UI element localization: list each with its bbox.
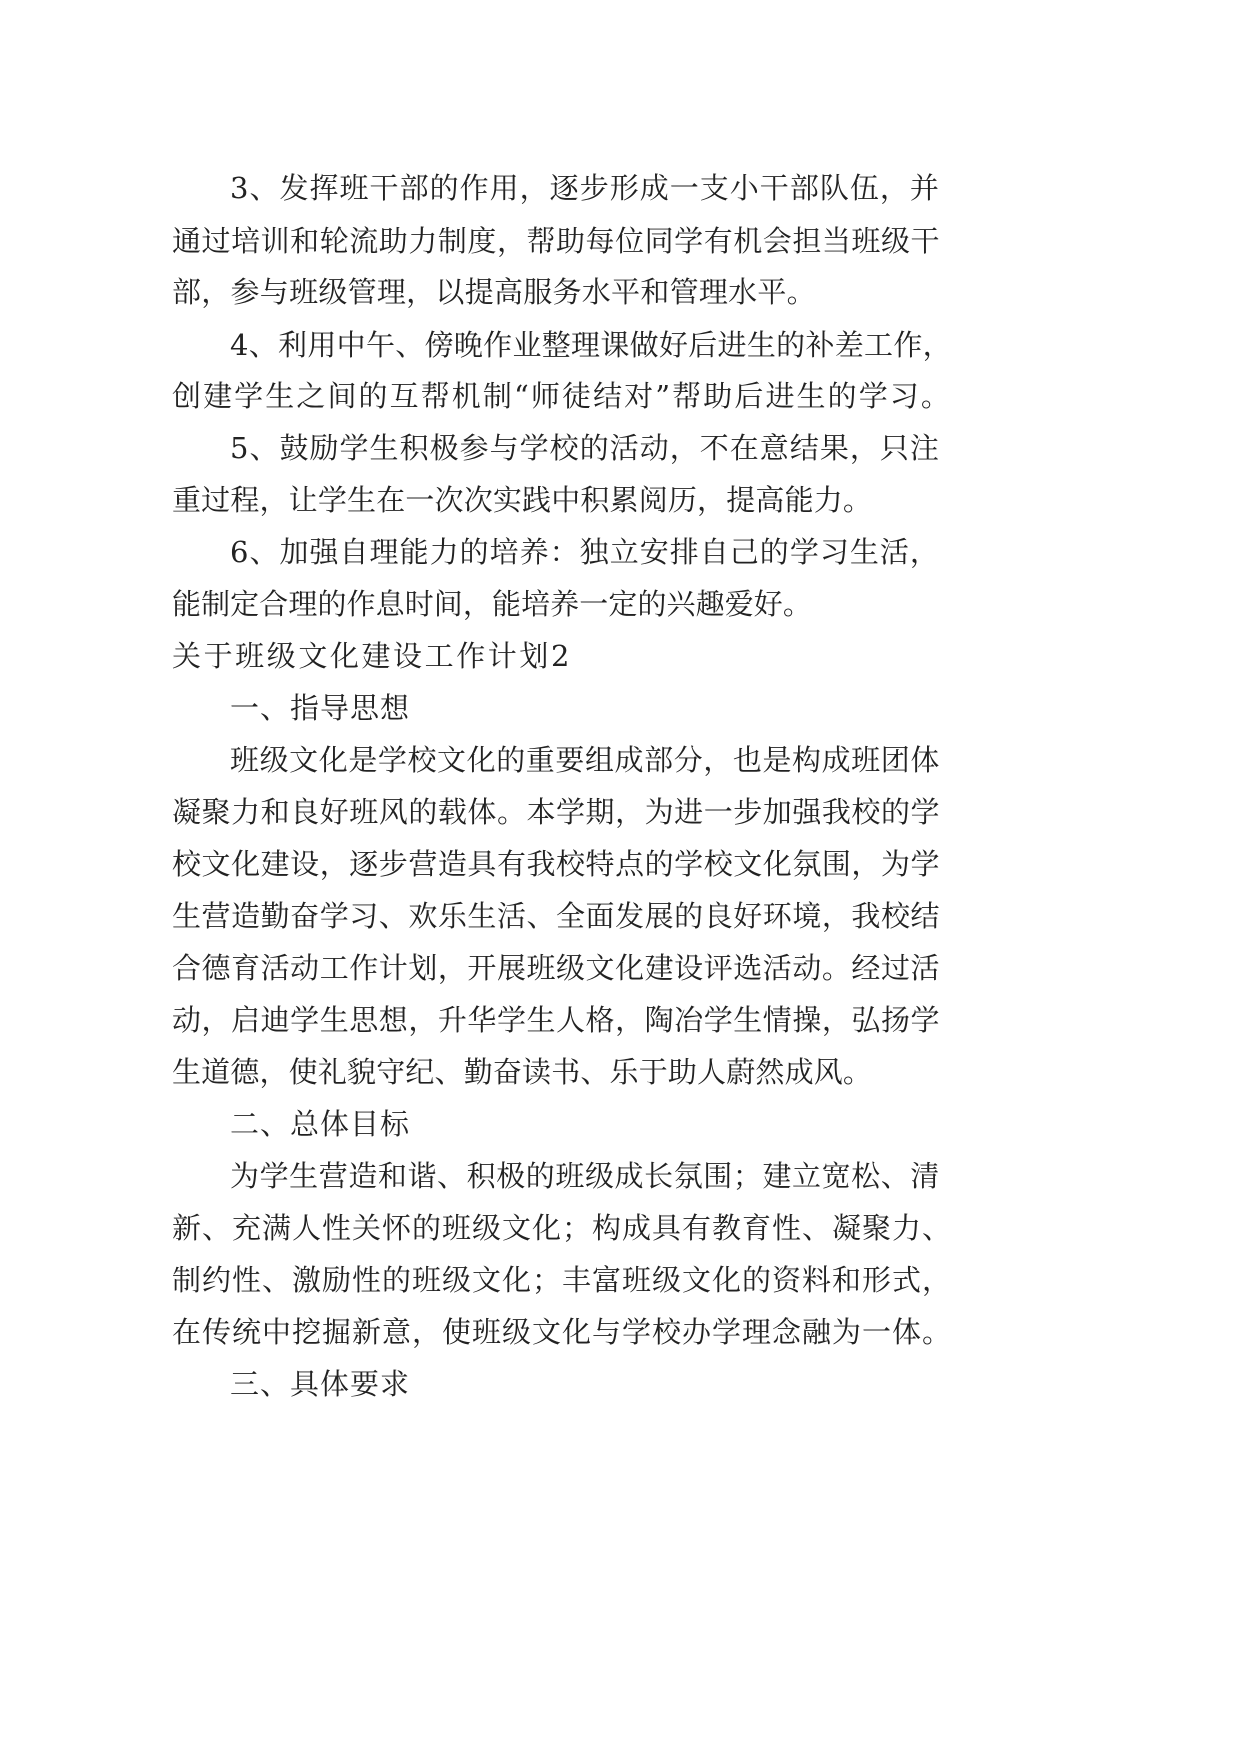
goals-paragraph-line-2: 新、充满人性关怀的班级文化；构成具有教育性、凝聚力、 [172,1211,953,1245]
heading-guiding-ideology: 一、指导思想 [230,691,411,725]
heading-specific-requirements: 三、具体要求 [230,1367,411,1401]
goals-paragraph-line-1: 为学生营造和谐、积极的班级成长氛围；建立宽松、清 [230,1159,940,1193]
goals-paragraph-line-4: 在传统中挖掘新意，使班级文化与学校办学理念融为一体。 [172,1315,953,1349]
goals-paragraph-line-3: 制约性、激励性的班级文化；丰富班级文化的资料和形式， [172,1263,953,1297]
ideology-paragraph-line-4: 生营造勤奋学习、欢乐生活、全面发展的良好环境，我校结 [172,899,941,933]
ideology-paragraph-line-6: 动，启迪学生思想，升华学生人格，陶冶学生情操，弘扬学 [172,1003,941,1037]
ideology-paragraph-line-2: 凝聚力和良好班风的载体。本学期，为进一步加强我校的学 [172,795,941,829]
paragraph-3-line-1: 3、发挥班干部的作用，逐步形成一支小干部队伍，并 [230,171,940,205]
ideology-paragraph-line-3: 校文化建设，逐步营造具有我校特点的学校文化氛围，为学 [172,847,941,881]
paragraph-5-line-2: 重过程，让学生在一次次实践中积累阅历，提高能力。 [172,483,873,517]
paragraph-3-line-2: 通过培训和轮流助力制度，帮助每位同学有机会担当班级干 [172,224,941,258]
ideology-paragraph-line-7: 生道德，使礼貌守纪、勤奋读书、乐于助人蔚然成风。 [172,1055,873,1089]
heading-overall-goals: 二、总体目标 [230,1107,411,1141]
paragraph-4-line-1: 4、利用中午、傍晚作业整理课做好后进生的补差工作， [230,328,952,362]
ideology-paragraph-line-1: 班级文化是学校文化的重要组成部分，也是构成班团体 [230,743,940,777]
section-title: 关于班级文化建设工作计划2 [172,639,572,673]
ideology-paragraph-line-5: 合德育活动工作计划，开展班级文化建设评选活动。经过活 [172,951,941,985]
paragraph-3-line-3: 部，参与班级管理，以提高服务水平和管理水平。 [172,275,816,309]
paragraph-4-line-2: 创建学生之间的互帮机制“师徒结对”帮助后进生的学习。 [172,379,952,413]
paragraph-6-line-1: 6、加强自理能力的培养：独立安排自己的学习生活， [230,535,940,569]
paragraph-6-line-2: 能制定合理的作息时间，能培养一定的兴趣爱好。 [172,587,812,621]
paragraph-5-line-1: 5、鼓励学生积极参与学校的活动，不在意结果，只注 [230,431,940,465]
